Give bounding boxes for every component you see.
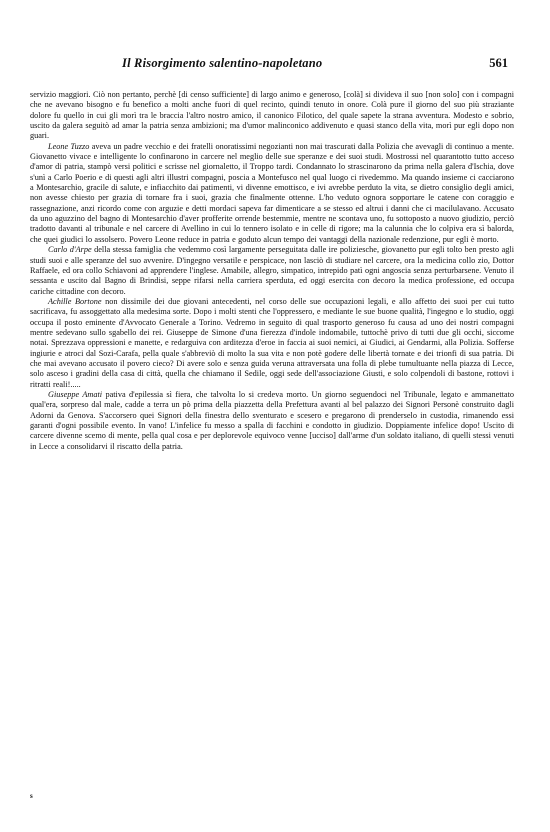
paragraph-carlo-darpe — [30, 245, 514, 297]
paragraph-text: aveva un padre vecchio e dei fratelli onoratissimi negozianti non mai trascurati dalla Polizia che avevagli di continuo a mente. Giovanetto vivace e intelligente lo confinarono in carcere nel meglio delle sue speranze e dei suoi studi. Mostrossi nel quarantotto tutto acceso d'amor di patria, stampò versi politici e scrisse nel giornaletto, il Troppo tardi. Condannato lo strascinarono da prima nella galera d'Ischia, dove s'unì a Carlo Poerio e di questi agli altri illustri compagni, poscia a Montefusco nel qual luogo ci rivedemmo. Ma quando insieme ci cacciarono a Montesarchio, gracile di salute, e infiacchito dai patimenti, vi divenne emottisco, e ivi avrebbe perduto la vita, se dietro consiglio degli amici, non avesse chiesto per grazia di tornare fra i suoi, grazia che finalmente ottenne. L'ho veduto ognora sopportare le catene con coraggio e rassegnazione, anzi ricordo come con arguzie e detti mordaci sapeva far dimenticare a se stesso ed altrui i danni che ci macilulavano. Accusato da uno aguzzino del bagno di Montesarchio d'aver profferite orrende bestemmie, mentre ne scontava uno, fu sottoposto a nuovo giudizio, perciò tradotto davanti al tribunale e nel carcere di Avellino in cui lo tennero isolato e in celle di rigore; ma la calunnia che lo colpiva era sì balorda, che quei giudici lo assolsero. Povero Leone reduce in patria e goduto alcun tempo dei vantaggi della nazionale redenzione, pur egli è morto. — [30, 141, 514, 244]
paragraph-text: della stessa famiglia che vedemmo così largamente perseguitata dalle ire poliziesche, giovanetto pur egli tolto ben presto agli studi suoi e alle speranze del suo avvenire. D'ingegno versatile e perspicace, non lasciò di studiare nel carcere, ora la medicina collo zio, Dottor Raffaele, ed ora collo Schiavoni ad apprendere l'inglese. Amabile, allegro, simpatico, intrepido patì ogni angoscia senza perturbarsene. Venuto il sessanta e uscito dal Bagno di Brindisi, seppe rifarsi nella carriera sperduta, ed oggi esercita con decoro la medica professione, ed occupa cariche cittadine con decoro. — [30, 245, 515, 296]
running-head — [30, 56, 514, 78]
paragraph-giuseppe-amati — [30, 390, 514, 452]
running-title: Il Risorgimento salentino-napoletano — [122, 56, 323, 70]
body-text — [30, 90, 514, 452]
paragraph-text: non dissimile dei due giovani antecedenti, nel corso delle sue occupazioni legali, e allo affetto dei suoi per cui tutto sacrificava, fu assoggettato alla medesima sorte. Dopo i molti stenti che l'oppressero, e mediante le sue buone qualità, l'ingegno e lo studio, oggi occupa il posto eminente d'Avvocato Generale a Torino. Vedremo in seguito di qual trasporto generoso fu causa ad uno dei nostri compagni mentre sedevano sullo sgabello dei rei. Giuseppe de Simone d'una fierezza d'indole indomabile, tuttochè privo di tutti due gli occhi, siccome notai. Sprezzava oppressioni e manette, e redarguiva con arditezza d'eroe in faccia ai suoi nemici, ai Giudici, ai Gendarmi, alla Polizia. Sofferse ingiurie e atroci dal Sozi-Carafa, pella quale s'abbreviò di molto la sua vita e non potè godere delle libertà tornate e dei trionfi di sua patria. Di che mai avevano accusato il povero cieco? Di avere solo e senza guida veruna attraversata una folla di plebe tumultuante nella piazza di Lecce, solo asceso i gradini della casa di città, quella che chiamano il Sedile, oggi sede dell'associazione Giusti, e solo colpendoli di bastone, rottovi i ritratti reali!..... — [30, 296, 514, 389]
paragraph-achille-bortone — [30, 297, 514, 390]
person-name: Carlo d'Arpe — [48, 245, 92, 255]
person-name: Giuseppe Amati — [48, 389, 103, 399]
person-name: Leone Tuzzo — [48, 141, 90, 151]
paragraph-text: pativa d'epilessia sì fiera, che talvolta lo si credeva morto. Un giorno seguendoci nel Tribunale, legato e ammanettato qual'era, sorpreso dal male, cadde a terra un pò prima della piazzetta della Prefettura avanti al bel palazzo dei Signori Personè construito dagli Adorni da Genova. S'accorsero quei Signori della finestra dello sventurato e scesero e pregarono di prenderselo in custodia, rimanendo essi garanti d'ogni possibile evento. In vano! L'infelice fu messo a spalla di facchini e condotto in giudizio. Doppiamente infelice dopo! Uscito di carcere divenne scemo di mente, pella qual cosa e per deplorevole equivoco venne [ucciso] dall'arme d'un soldato italiano, di quelli stessi venuti in Lecce a consolidarvi il riscatto della patria. — [30, 389, 514, 451]
footnote-mark: s — [30, 792, 33, 800]
page-number: 561 — [489, 56, 508, 70]
paragraph-continued — [30, 90, 514, 142]
paragraph-leone-tuzzo — [30, 142, 514, 245]
paragraph-text: servizio maggiori. Ciò non pertanto, perchè [di censo sufficiente] di largo animo e generoso, [colà] si divideva il suo [non solo] con i compagni che ne avevano bisogno e fu benefico a molti anche fuori di quel recinto, quindi tenuto in onore. Colà pure il giorno del suo più straziante dolore fu quello in cui gli morì tra le braccia l'altro nostro amico, il canonico Filotico, del quale sapete la strana avventura. Modesto e sobrio, uscito da galera seguitò ad amar la patria senza ambizioni; ma d'umor malinconico addivenuto e quasi stanco della vita, morì pur egli dopo non guari. — [30, 90, 514, 141]
person-name: Achille Bortone — [48, 296, 102, 306]
